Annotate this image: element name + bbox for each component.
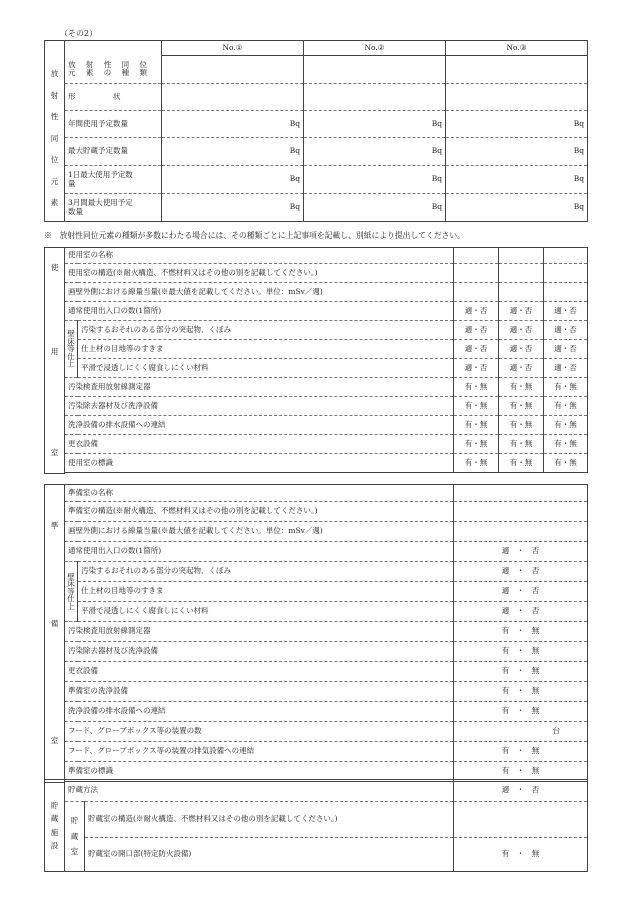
use-room-wall3-choice-1[interactable]: 適・否: [454, 359, 499, 378]
cell-annual-1[interactable]: Bq: [162, 111, 304, 138]
prep-room-wall1-choice[interactable]: 適 ・ 否: [454, 562, 588, 582]
prep-room-equip5-choice[interactable]: 有 ・ 無: [454, 702, 588, 722]
prep-room-dose-value[interactable]: [454, 522, 588, 542]
cell-daily-3[interactable]: Bq: [446, 166, 588, 194]
cell-3month-1[interactable]: Bq: [162, 194, 304, 222]
cell-annual-2[interactable]: Bq: [304, 111, 446, 138]
part-label: （その2）: [60, 29, 98, 38]
row-label-daily: 1日最大使用予定数 量: [65, 166, 162, 194]
col-header-no3: No.③: [446, 41, 588, 56]
cell-max-storage-1[interactable]: Bq: [162, 138, 304, 166]
use-room-equip-row-2: 汚染除去器材及び洗浄設備: [65, 397, 454, 416]
use-room-structure-3[interactable]: [544, 264, 588, 283]
use-room-equip-row-3: 洗浄設備の排水設備への連結: [65, 416, 454, 435]
use-room-dose-1[interactable]: [454, 283, 499, 302]
cell-type-3[interactable]: [446, 56, 588, 84]
cell-max-storage-3[interactable]: Bq: [446, 138, 588, 166]
col-header-no2: No.②: [304, 41, 446, 56]
prep-room-hood-count-value[interactable]: [454, 722, 588, 742]
row-label-type: 放 射 性 同 位 元 素 の 種 類: [65, 56, 162, 84]
storage-room-label: 貯 蔵 室: [65, 802, 85, 872]
prep-room-equip-row-4: 準備室の洗浄設備: [65, 682, 454, 702]
use-room-equip4-choice-2[interactable]: 有・無: [499, 435, 544, 454]
prep-room-wall2-choice[interactable]: 適 ・ 否: [454, 582, 588, 602]
cell-3month-3[interactable]: Bq: [446, 194, 588, 222]
use-room-equip2-choice-3[interactable]: 有・無: [544, 397, 588, 416]
cell-form-1[interactable]: [162, 84, 304, 111]
use-room-wall3-choice-2[interactable]: 適・否: [499, 359, 544, 378]
use-room-entrance-choice-2[interactable]: 適・否: [499, 302, 544, 321]
use-room-side-label: 使 用 室: [45, 248, 65, 474]
prep-room-wall-row-1: 汚染するおそれのある部分の突起物、くぼみ: [78, 562, 454, 582]
use-room-equip3-choice-3[interactable]: 有・無: [544, 416, 588, 435]
prep-room-equip2-choice[interactable]: 有 ・ 無: [454, 642, 588, 662]
use-room-wall3-choice-3[interactable]: 適・否: [544, 359, 588, 378]
use-room-equip5-choice-3[interactable]: 有・無: [544, 454, 588, 473]
use-room-equip-row-4: 更衣設備: [65, 435, 454, 454]
use-room-dose-label: 画壁外側における線量当量(※最大値を記載してください。単位：mSv／週): [65, 283, 454, 302]
use-room-structure-label: 使用室の構造(※耐火構造、不燃材料又はその他の別を記載してください。): [65, 264, 454, 283]
use-room-equip-row-5: 使用室の標識: [65, 454, 454, 473]
use-room-equip-row-1: 汚染検査用放射線測定器: [65, 378, 454, 397]
prep-room-hood-exhaust-choice[interactable]: 有 ・ 無: [454, 742, 588, 762]
use-room-entrance-label: 通常使用出入口の数(1箇所): [65, 302, 454, 321]
use-room-structure-2[interactable]: [499, 264, 544, 283]
use-room-equip3-choice-2[interactable]: 有・無: [499, 416, 544, 435]
use-room-structure-1[interactable]: [454, 264, 499, 283]
isotope-side-label: 放 射 性 同 位 元 素: [45, 56, 65, 222]
use-room-dose-2[interactable]: [499, 283, 544, 302]
facility-table: [44, 247, 588, 474]
use-room-equip2-choice-1[interactable]: 有・無: [454, 397, 499, 416]
use-room-name-label: 使用室の名称: [65, 248, 454, 264]
cell-3month-2[interactable]: Bq: [304, 194, 446, 222]
use-room-dose-3[interactable]: [544, 283, 588, 302]
use-room-name-2[interactable]: [499, 248, 544, 264]
storage-structure-value[interactable]: [454, 802, 588, 838]
prep-room-equip-row-2: 汚染除去器材及び洗浄設備: [65, 642, 454, 662]
prep-room-equip-row-1: 汚染検査用放射線測定器: [65, 622, 454, 642]
prep-room-structure-label: 準備室の構造(※耐火構造、不燃材料又はその他の別を記載してください。): [65, 502, 454, 522]
cell-form-3[interactable]: [446, 84, 588, 111]
row-label-max-storage: 最大貯蔵予定数量: [65, 138, 162, 166]
prep-room-entrance-choice[interactable]: 適 ・ 否: [454, 542, 588, 562]
use-room-wall-label: 壁 床 等 仕 上: [65, 321, 78, 378]
prep-room-dose-label: 画壁外側における線量当量(※最大値を記載してください。単位：mSv／週): [65, 522, 454, 542]
use-room-wall1-choice-3[interactable]: 適・否: [544, 321, 588, 340]
prep-room-wall-label: 壁 床 等 仕 上: [65, 562, 78, 622]
use-room-wall-row-2: 仕上材の目地等のすきま: [78, 340, 454, 359]
cell-type-2[interactable]: [304, 56, 446, 84]
use-room-equip1-choice-2[interactable]: 有・無: [499, 378, 544, 397]
prep-room-sign-label: 準備室の標識: [65, 762, 454, 782]
prep-room-wall-row-2: 仕上材の目地等のすきま: [78, 582, 454, 602]
use-room-equip4-choice-1[interactable]: 有・無: [454, 435, 499, 454]
use-room-wall2-choice-2[interactable]: 適・否: [499, 340, 544, 359]
use-room-wall2-choice-1[interactable]: 適・否: [454, 340, 499, 359]
row-label-form: 形 状: [65, 84, 162, 111]
use-room-entrance-choice-1[interactable]: 適・否: [454, 302, 499, 321]
cell-daily-2[interactable]: Bq: [304, 166, 446, 194]
use-room-name-1[interactable]: [454, 248, 499, 264]
note-text: ※ 放射性同位元素の種類が多数にわたる場合には、その種類ごとに上記事項を記載し、別紙により提出してください。: [44, 231, 466, 240]
cell-annual-3[interactable]: Bq: [446, 111, 588, 138]
storage-method-choice[interactable]: 適 ・ 否: [454, 780, 588, 802]
cell-form-2[interactable]: [304, 84, 446, 111]
prep-room-wall-row-3: 平滑で浸透しにくく腐食しにくい材料: [78, 602, 454, 622]
prep-room-equip1-choice[interactable]: 有 ・ 無: [454, 622, 588, 642]
prep-room-equip-row-5: 洗浄設備の排水設備への連結: [65, 702, 454, 722]
use-room-equip5-choice-2[interactable]: 有・無: [499, 454, 544, 473]
prep-room-equip3-choice[interactable]: 有 ・ 無: [454, 662, 588, 682]
use-room-entrance-choice-3[interactable]: 適・否: [544, 302, 588, 321]
use-room-equip1-choice-3[interactable]: 有・無: [544, 378, 588, 397]
prep-room-equip4-choice[interactable]: 有 ・ 無: [454, 682, 588, 702]
storage-opening-label: 貯蔵室の開口部(特定防火設備): [85, 838, 454, 872]
hood-unit: 台: [552, 726, 560, 736]
cell-daily-1[interactable]: Bq: [162, 166, 304, 194]
use-room-wall1-choice-2[interactable]: 適・否: [499, 321, 544, 340]
prep-room-entrance-label: 通常使用出入口の数(1箇所): [65, 542, 454, 562]
storage-opening-choice[interactable]: 有 ・ 無: [454, 838, 588, 872]
col-header-no1: No.①: [162, 41, 304, 56]
use-room-equip4-choice-3[interactable]: 有・無: [544, 435, 588, 454]
prep-room-wall3-choice[interactable]: 適 ・ 否: [454, 602, 588, 622]
prep-room-hood-count-label: フード、グローブボックス等の装置の数: [65, 722, 454, 742]
prep-room-structure-value[interactable]: [454, 502, 588, 522]
use-room-equip2-choice-2[interactable]: 有・無: [499, 397, 544, 416]
use-room-wall-row-1: 汚染するおそれのある部分の突起物、くぼみ: [78, 321, 454, 340]
prep-room-equip-row-3: 更衣設備: [65, 662, 454, 682]
prep-room-name-value[interactable]: [454, 485, 588, 502]
prep-room-name-label: 準備室の名称: [65, 485, 454, 502]
row-label-annual: 年間使用予定数量: [65, 111, 162, 138]
storage-side-label: 貯 蔵 施 設: [45, 780, 65, 872]
use-room-name-3[interactable]: [544, 248, 588, 264]
isotope-table: [44, 40, 588, 222]
prep-room-hood-exhaust-label: フード、グローブボックス等の装置の排気設備への連結: [65, 742, 454, 762]
storage-method-label: 貯蔵方法: [65, 780, 454, 802]
cell-max-storage-2[interactable]: Bq: [304, 138, 446, 166]
use-room-equip3-choice-1[interactable]: 有・無: [454, 416, 499, 435]
prep-room-sign-choice[interactable]: 有 ・ 無: [454, 762, 588, 782]
prep-room-table: [44, 484, 588, 783]
row-label-3month: 3月間最大使用予定 数量: [65, 194, 162, 222]
prep-room-side-label: 準 備 室: [45, 485, 65, 783]
use-room-wall-row-3: 平滑で浸透しにくく腐食しにくい材料: [78, 359, 454, 378]
use-room-wall1-choice-1[interactable]: 適・否: [454, 321, 499, 340]
use-room-equip5-choice-1[interactable]: 有・無: [454, 454, 499, 473]
storage-structure-label: 貯蔵室の構造(※耐火構造、不燃材料又はその他の別を記載してください。): [85, 802, 454, 838]
storage-table: [44, 779, 588, 872]
cell-type-1[interactable]: [162, 56, 304, 84]
use-room-wall2-choice-3[interactable]: 適・否: [544, 340, 588, 359]
use-room-equip1-choice-1[interactable]: 有・無: [454, 378, 499, 397]
